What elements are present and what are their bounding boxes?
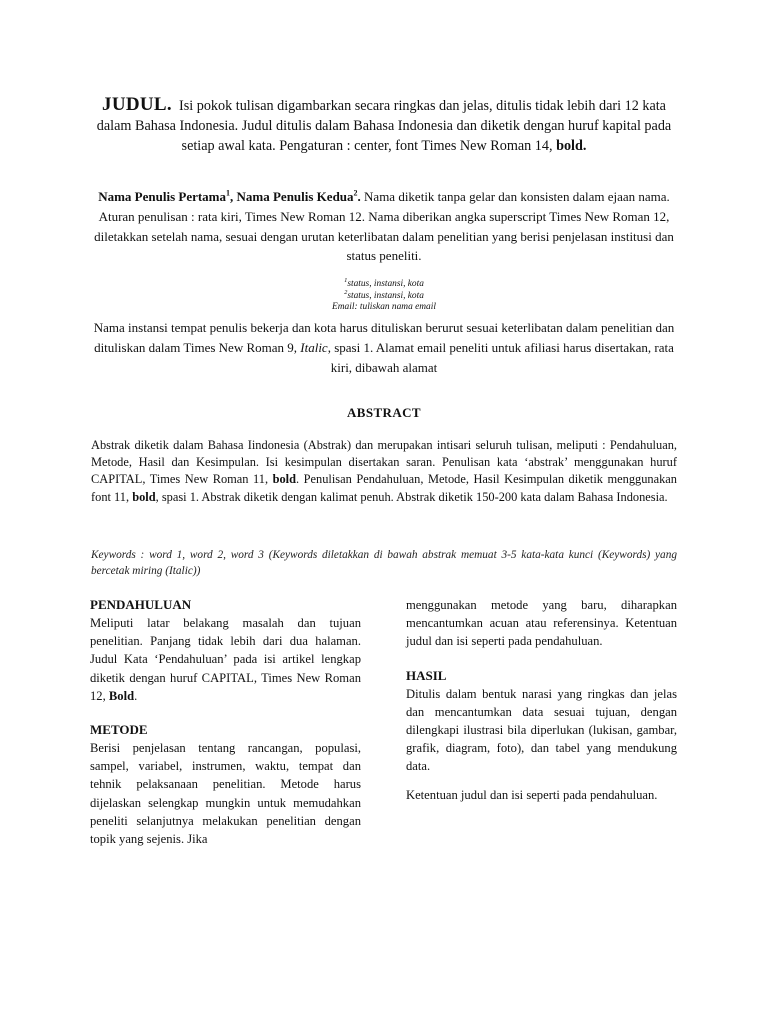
author-second: Nama Penulis Kedua$^2$. — [236, 188, 361, 204]
column-right — [406, 596, 677, 804]
section-text-pendahuluan: Meliputi latar belakang masalah dan tujuan penelitian. Panjang tidak lebih dari dua halaman. Judul Kata ‘Pendahuluan’ pada isi artikel lengkap diketik dengan huruf CAPITAL, Times New Roman 12, Bold. — [90, 616, 361, 703]
section-text-hasil-2: Ketentuan judul dan isi seperti pada pendahuluan. — [406, 787, 658, 802]
section-text-hasil: Ditulis dalam bentuk narasi yang ringkas dan jelas dan mencantumkan data sesuai tujuan, dengan dilengkapi ilustrasi bila diperlukan (lukisan, gambar, grafik, diagram, foto), dan tabel yang mendukung data. — [406, 686, 677, 774]
section-heading-metode: METODE — [90, 722, 148, 738]
abstract-title: ABSTRACT — [347, 405, 421, 420]
instansi-note: Nama instansi tempat penulis bekerja dan kota harus dituliskan berurut sesuai keterlibatan dalam penelitian dan dituliskan dalam Times New Roman 9, Italic, spasi 1. Alamat email peneliti untuk afiliasi harus disertakan, rata kiri, dibawah alamat — [93, 320, 675, 375]
affiliation-2: $^2$status, instansi, kota — [344, 288, 424, 301]
section-text-metode: Berisi penjelasan tentang rancangan, populasi, sampel, variabel, instrumen, waktu, tempat dan tehnik pelaksanaan penelitian. Metode harus dijelaskan selengkap mungkin untuk memudahkan peneliti selanjutnya melakukan penelitian dengan topik yang sejenis. Jika — [90, 741, 361, 847]
keywords: Keywords : word 1, word 2, word 3 (Keywords diletakkan di bawah abstrak memuat 3-5 kata-kata kunci (Keywords) yang bercetak miring (Italic)) — [91, 549, 677, 577]
section-text-metode-continued: menggunakan metode yang baru, diharapkan mencantumkan acuan atau referensinya. Ketentuan judul dan isi seperti pada pendahuluan. — [406, 598, 677, 649]
column-left — [90, 596, 361, 848]
title-description: Isi pokok tulisan digambarkan secara ringkas dan jelas, ditulis tidak lebih dari 12 kata dalam Bahasa Indonesia. Judul ditulis dalam Bahasa Indonesia dan diketik dengan huruf kapital pada setiap awal kata. Pengaturan : center, font Times New Roman 14, — [96, 98, 672, 154]
section-heading-pendahuluan: PENDAHULUAN — [90, 597, 192, 612]
author-first-sup: 1 — [226, 188, 231, 198]
affiliation-1: $^1$status, instansi, kota — [344, 276, 424, 289]
abstract-body: Abstrak diketik dalam Bahasa Iindonesia (Abstrak) dan merupakan intisari seluruh tulisan, meliputi : Pendahuluan, Metode, Hasil dan Kesimpulan. Isi kesimpulan disertakan saran. Penulisan kata ‘abstrak’ menggunakan huruf CAPITAL, Times New Roman 11, bold. Penulisan Pendahuluan, Metode, Hasil Kesimpulan diketik menggunakan font 11, bold, spasi 1. Abstrak diketik dengan kalimat penuh. Abstrak diketik 150-200 kata dalam Bahasa Indonesia. — [91, 438, 677, 504]
section-heading-hasil: HASIL — [406, 667, 447, 683]
affiliations-block — [200, 276, 568, 314]
authors-description: Nama diketik tanpa gelar dan konsisten dalam ejaan nama. Aturan penulisan : rata kiri, Times New Roman 12. Nama diberikan angka superscript Times New Roman 12, diletakkan setelah nama, sesuai dengan urutan keterlibatan dalam penelitian yang berisi penjelasan institusi dan status peneliti. — [94, 189, 674, 264]
title-heading: JUDUL. — [102, 94, 172, 115]
title-block — [96, 95, 672, 156]
author-first: Nama Penulis Pertama$^1$, — [98, 188, 237, 204]
authors-block — [86, 187, 682, 266]
instansi-italic-word: Italic — [300, 339, 328, 355]
title-bold-tail: bold. — [556, 138, 587, 154]
author-second-sup: 2 — [353, 188, 358, 198]
affiliation-email: Email: tuliskan nama email — [332, 302, 436, 312]
